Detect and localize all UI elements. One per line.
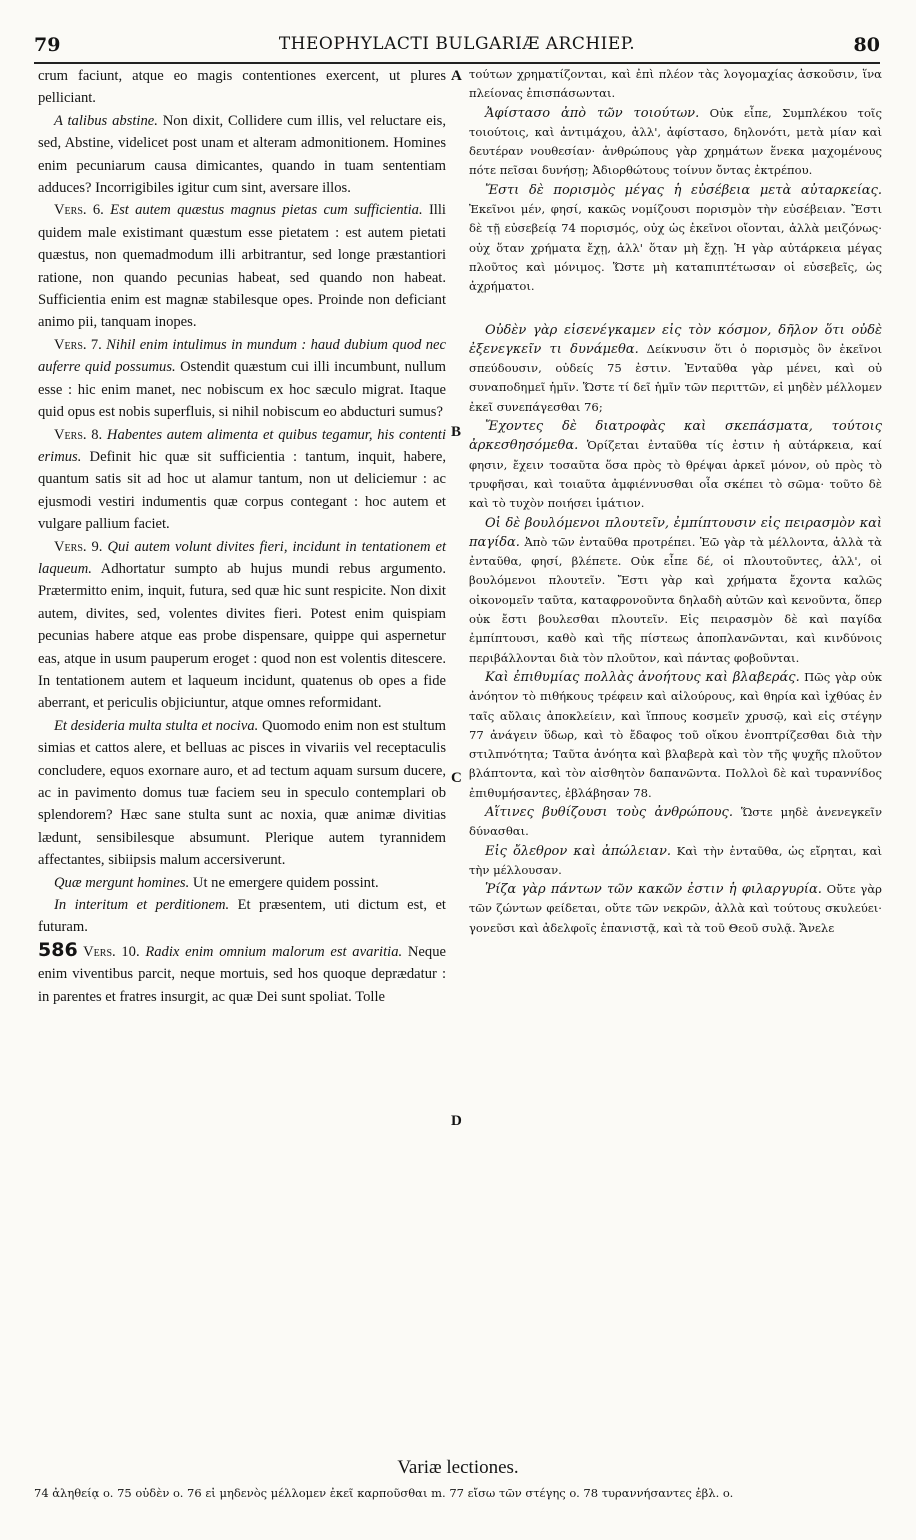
- greek-paragraph-2: Ἔστι δὲ πορισμὸς μέγας ἡ εὐσέβεια μετὰ αὐταρκείας. Ἐκεῖνοι μέν, φησί, κακῶς νομίζουσι πορισμὸν τὴν εὐσέβειαν. Ἔστι δὲ τῇ εὐσεβείᾳ 74 πορισμός, οὐχ ὡς ἐκεῖνοι οἴονται, ἀλλὰ μειζόνως· οὐχ ὅταν χρήματα ἔχῃ, ἀλλ' ὅταν μὴ ἔχῃ. Ἡ γὰρ αὐτάρκεια μέγας πλοῦτος καὶ μόνιμος. Ὥστε μὴ καταπιπτέτωσαν οἱ εὐσεβεῖς, ὡς ἀχρήματοι.: [469, 182, 882, 294]
- section-marker-b: B: [451, 424, 462, 440]
- latin-paragraph-6: Et desideria multa stulta et nociva. Quomodo enim non est stultum simias et cattos alere, et belluas ac pisces in vivariis vel receptaculis concludere, equos exornare auro, et ad tectum aquam sursum ducere, ac in pavimento domus tuæ faciem seu in speculo contemplari ob splendorem? Hæc sane stulta sunt ac noxia, quæ animæ divitias lædunt, sensibilesque absumunt. Plerique autem tyrannidem affectantes, sibiipsis malum accersiverunt.: [38, 717, 446, 869]
- latin-paragraph-4: Vers. 8. Habentes autem alimenta et quibus tegamur, his contenti erimus. Definit hic quæ sit sufficientia : tantum, inquit, habere, quantum satis sit ad hoc ut alamur tantum, non ut deliciemur : ac ejusmodi vestiri indumentis quæ corpus contegant : hoc autem et vulgare pallium faciet.: [38, 426, 446, 533]
- greek-paragraph-7: Αἵτινες βυθίζουσι τοὺς ἀνθρώπους. Ὥστε μηδὲ ἀνενεγκεῖν δύνασθαι.: [469, 804, 882, 839]
- latin-column: [38, 65, 446, 1008]
- column-number-586: 586: [38, 938, 78, 961]
- greek-paragraph-8: Εἰς ὄλεθρον καὶ ἀπώλειαν. Καὶ τὴν ἐνταῦθα, ὡς εἴρηται, καὶ τὴν μέλλουσαν.: [469, 843, 882, 877]
- section-marker-d: D: [451, 1113, 462, 1129]
- section-marker-c: C: [451, 770, 462, 786]
- running-title: THEOPHYLACTI BULGARIÆ ARCHIEP.: [278, 34, 636, 54]
- greek-paragraph-0: τούτων χρηματίζονται, καὶ ἐπὶ πλέον τὰς λογομαχίας ἀσκοῦσιν, ἵνα πλείονας ἐπισπάσωνται.: [469, 67, 882, 101]
- greek-paragraph-6: Καὶ ἐπιθυμίας πολλὰς ἀνοήτους καὶ βλαβεράς. Πῶς γὰρ οὐκ ἀνόητον τὸ πιθήκους τρέφειν καὶ αἰλούρους, καὶ θηρία καὶ ἰχθύας ἐν ταῖς αὔλαις ἀποκλείειν, καὶ ἵππους κοσμεῖν χρυσῷ, καὶ εἰς στέγην 77 ἀνάγειν ὕδωρ, καὶ τὸ ἔδαφος τοῦ οἴκου ἐνοπτρίζεσθαι διὰ τὴν στιλπνότητα; Ταῦτα ἀνόητα καὶ βλαβερὰ καὶ τὸν τῆς ψυχῆς πλοῦτον βλάπτοντα, καὶ τὸν αἰσθητὸν δαπανῶντα. Πολλοὶ δὲ καὶ τυραννίδος ἐπιθυμήσαντες, ἐβλάβησαν 78.: [469, 669, 882, 800]
- latin-paragraph-2: Vers. 6. Est autem quæstus magnus pietas cum sufficientia. Illi quidem male existimant quæstum esse pietatem : est autem pietati quæstus, non quemadmodum illi arbitrantur, sed longe præstantiori ratione, non quando pecunias habeat, sed quando non habeat. Sufficientia enim est magnæ stabilesque opes. Proinde non deficiant animo pii, tanquam inopes.: [38, 202, 446, 331]
- page-number-left: 79: [34, 34, 61, 56]
- latin-paragraph-7: Quæ mergunt homines. Ut ne emergere quidem possint.: [54, 874, 379, 891]
- latin-paragraph-9: 586 Vers. 10. Radix enim omnium malorum est avaritia. Neque enim viventibus parcit, neque mortuis, sed hos quoque deprædatur : in parentes et fratres insurgit, ac quæ Dei sunt spoliat. Tolle: [38, 938, 446, 1005]
- latin-paragraph-5: Vers. 9. Qui autem volunt divites fieri, incidunt in tentationem et laqueum. Adhortatur sumpto ab hujus mundi rebus argumento. Prætermitto enim, inquit, futura, sed quæ hic sunt respicite. Non dixit autem, divites, sed, volentes divites fieri. Potest enim quispiam pecunias habere atque eas probe dispensare, quippe qui aspernetur eas, atque in usum pauperum eroget : quod non est volentis ditescere. In tentationem autem et laqueum incidunt, quatenus ob opes a fide aberrant, et periculis objiciuntur, atque omnes reformidant.: [38, 538, 447, 712]
- greek-paragraph-1: Ἀφίστασο ἀπὸ τῶν τοιούτων. Οὐκ εἶπε, Συμπλέκου τοῖς τοιούτοις, καὶ ἀντιμάχου, ἀλλ', ἀφίστασο, δηλονότι, μετὰ μίαν καὶ δευτέραν νουθεσίαν· ἀνθρώπους γὰρ χρημάτων ἕνεκα μαχομένους πότε πεῖσαι δυνήσῃ; Ἀδιορθώτους τοίνυν ὄντας ἐκτρέπου.: [469, 105, 882, 178]
- variae-lectiones-heading: Variæ lectiones.: [397, 1457, 519, 1478]
- greek-paragraph-4: Ἔχοντες δὲ διατροφὰς καὶ σκεπάσματα, τούτοις ἀρκεσθησόμεθα. Ὁρίζεται ἐνταῦθα τίς ἐστιν ἡ αὐτάρκεια, καί φησιν, ἔχειν τοσαῦτα ὅσα πρὸς τὸ θρέψαι ἀρκεῖ μόνον, οὐ πρὸς τὸ τρυφῆσαι, καὶ τοιαῦτα ἀμφιέννυσθαι οἷα σκέπει τὸ σῶμα· τοῦτο δὲ καὶ τὸ τυχὸν ποιήσει ἱμάτιον.: [469, 419, 882, 511]
- section-marker-a: A: [451, 68, 462, 84]
- latin-paragraph-3: Vers. 7. Nihil enim intulimus in mundum : haud dubium quod nec auferre quid possumus. Ostendit quæstum cui illi incumbunt, nullum esse : hic enim manet, nec nobiscum ex hoc sæculo migrat. Itaque quid opus est nobis superfluis, si nihil nobiscum eo abducturi sumus?: [38, 336, 447, 421]
- greek-paragraph-5: Οἱ δὲ βουλόμενοι πλουτεῖν, ἐμπίπτουσιν εἰς πειρασμὸν καὶ παγίδα. Ἀπὸ τῶν ἐνταῦθα προτρέπει. Ἐῶ γὰρ τὰ μέλλοντα, ἀλλὰ τὰ ἐνταῦθα, φησί, βλέπετε. Οὐκ εἶπε δέ, οἱ πλουτοῦντες, ἀλλ', οἱ βουλόμενοι πλουτεῖν. Ἔστι γὰρ καὶ χρήματα ἔχοντα καλῶς οἰκονομεῖν ταῦτα, καταφρονοῦντα δηλαδὴ αὐτῶν καὶ κενοῦντα, ὅπερ οὐκ ἔστι βουλεσθαι πλουτεῖν. Εἰς πειρασμὸν δὲ καὶ παγίδα ἐμπίπτουσι, καθὸ καὶ τῆς πίστεως ἀποπλανῶνται, καὶ κινδύνοις περιβάλλονται διὰ τὸν πλοῦτον, καὶ πάντας φοβοῦνται.: [469, 515, 882, 665]
- latin-paragraph-1: A talibus abstine. Non dixit, Collidere cum illis, vel reluctare eis, sed, Abstine, videlicet post unam et alteram admonitionem. Homines enim pecuniarum causa dimicantes, quando in tuam sententiam adduces? Incorrigibiles igitur cum sint, aversare illos.: [38, 112, 446, 197]
- latin-paragraph-8: In interitum et perditionem. Et præsentem, uti dictum est, et futuram.: [38, 897, 446, 936]
- greek-paragraph-9: Ῥίζα γὰρ πάντων τῶν κακῶν ἐστιν ἡ φιλαργυρία. Οὔτε γὰρ τῶν ζώντων φείδεται, οὔτε τῶν νεκρῶν, ἀλλὰ καὶ τούτους σκυλεύει· γονεῦσι καὶ ἀδελφοῖς ἐπανιστᾷ, καὶ τὰ τοῦ Θεοῦ συλᾷ. Ἄνελε: [469, 882, 883, 935]
- latin-paragraph-0: crum faciunt, atque eo magis contentiones exercent, ut plures pelliciant.: [38, 68, 446, 107]
- header-rule: [34, 62, 880, 64]
- greek-paragraph-3: Οὐδὲν γὰρ εἰσενέγκαμεν εἰς τὸν κόσμον, δῆλον ὅτι οὐδὲ ἐξενεγκεῖν τι δυνάμεθα. Δείκνυσιν ὅτι ὁ πορισμὸς ὃν ἐκεῖνοι σπεύδουσιν, οὐδείς 75 ἐστιν. Ἐνταῦθα γὰρ μένει, καὶ οὐ συναποδημεῖ ἡμῖν. Ὥστε τί δεῖ ἡμῖν τῶν περιττῶν, εἰ μηδὲν μέλλομεν ἐκεῖ συνεπάγεσθαι 76;: [469, 322, 883, 414]
- greek-column: [469, 65, 882, 938]
- footnotes: 74 ἀληθείᾳ o. 75 οὐδὲν o. 76 εἰ μηδενὸς μέλλομεν ἐκεῖ καρποῦσθαι m. 77 εἴσω τῶν στέγης o. 78 τυραννήσαντες ἐβλ. o.: [34, 1486, 734, 1500]
- page-header: [34, 34, 880, 60]
- page-number-right: 80: [853, 34, 880, 56]
